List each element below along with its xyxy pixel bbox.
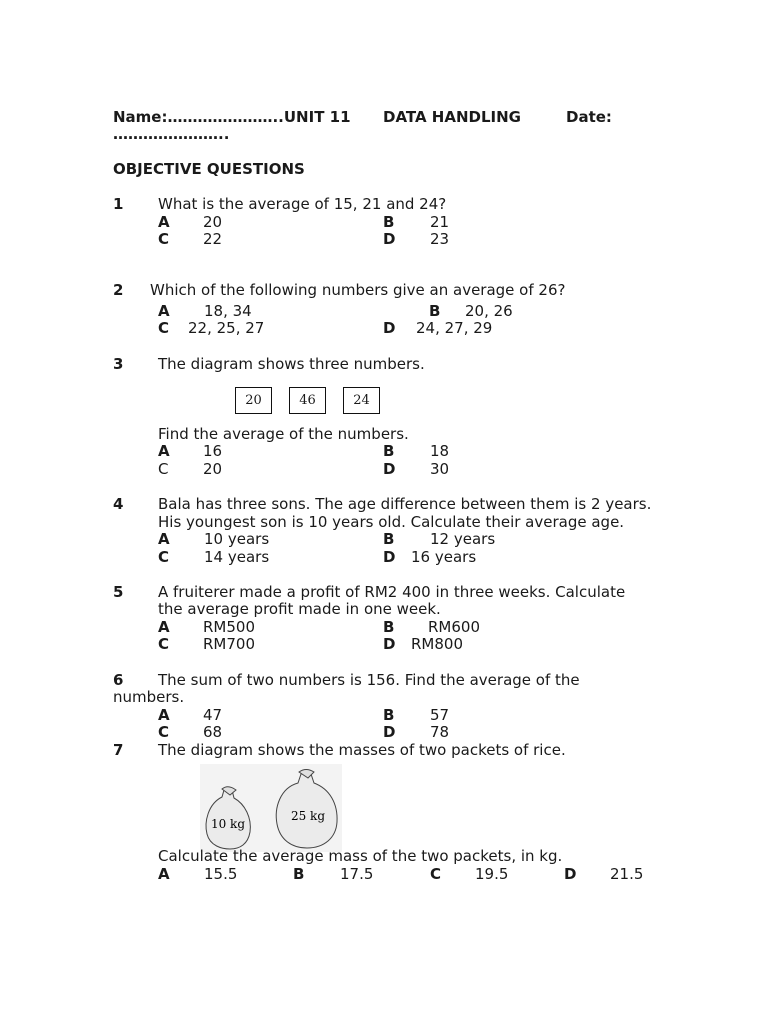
q1-option-b: 21	[430, 213, 450, 231]
q4-option-b: 12 years	[430, 530, 496, 548]
q6-letter-d: D	[383, 723, 396, 741]
q4-letter-b: B	[383, 530, 395, 548]
q2-option-c: 22, 25, 27	[188, 319, 265, 337]
q1-letter-c: C	[158, 230, 170, 248]
q2-option-a: 18, 34	[204, 302, 252, 320]
q3-text: The diagram shows three numbers.	[158, 355, 425, 373]
q2-option-b: 20, 26	[465, 302, 513, 320]
q6-option-a: 47	[203, 706, 223, 724]
q1-option-d: 23	[430, 230, 450, 248]
q1-text: What is the average of 15, 21 and 24?	[158, 195, 447, 213]
q3-letter-d: D	[383, 460, 396, 478]
q6-option-d: 78	[430, 723, 450, 741]
q3-letter-b: B	[383, 442, 395, 460]
q7-letter-b: B	[293, 865, 305, 883]
bag-small-label: 10 kg	[210, 817, 246, 831]
q6-letter-c: C	[158, 723, 170, 741]
q1-letter-b: B	[383, 213, 395, 231]
q4-letter-c: C	[158, 548, 170, 566]
q6-number: 6	[113, 671, 124, 689]
q1-letter-a: A	[158, 213, 170, 231]
q7-number: 7	[113, 741, 124, 759]
q4-line1: Bala has three sons. The age difference between them is 2 years.	[158, 495, 652, 513]
q5-letter-c: C	[158, 635, 170, 653]
q7-letter-d: D	[564, 865, 577, 883]
q5-line2: the average profit made in one week.	[158, 600, 441, 618]
q5-option-a: RM500	[203, 618, 255, 636]
rice-packets-diagram	[200, 764, 342, 852]
q1-letter-d: D	[383, 230, 396, 248]
section-title: OBJECTIVE QUESTIONS	[113, 160, 305, 178]
q3-letter-c: C	[158, 460, 169, 478]
q6-option-c: 68	[203, 723, 223, 741]
q5-option-c: RM700	[203, 635, 255, 653]
subject-title: DATA HANDLING	[383, 108, 521, 126]
name-unit-label: Name:…………………..UNIT 11	[113, 108, 351, 126]
q4-number: 4	[113, 495, 124, 513]
date-dots: …………………..	[113, 125, 230, 143]
q4-option-d: 16 years	[411, 548, 477, 566]
q1-number: 1	[113, 195, 124, 213]
q4-option-a: 10 years	[204, 530, 270, 548]
q7-option-b: 17.5	[340, 865, 374, 883]
q7-option-a: 15.5	[204, 865, 238, 883]
q7-letter-a: A	[158, 865, 170, 883]
q3-option-a: 16	[203, 442, 223, 460]
q4-line2: His youngest son is 10 years old. Calculate their average age.	[158, 513, 625, 531]
q6-line2: numbers.	[113, 688, 185, 706]
q3-number: 3	[113, 355, 124, 373]
q1-option-a: 20	[203, 213, 223, 231]
date-label: Date:	[566, 108, 612, 126]
bag-large-label: 25 kg	[290, 809, 326, 823]
number-box-3: 24	[343, 387, 380, 414]
q4-letter-a: A	[158, 530, 170, 548]
q7-text2: Calculate the average mass of the two packets, in kg.	[158, 847, 563, 865]
q7-letter-c: C	[430, 865, 442, 883]
q7-text: The diagram shows the masses of two packets of rice.	[158, 741, 566, 759]
q6-letter-b: B	[383, 706, 395, 724]
q5-option-d: RM800	[411, 635, 463, 653]
q7-option-c: 19.5	[475, 865, 509, 883]
q2-option-d: 24, 27, 29	[416, 319, 493, 337]
q6-option-b: 57	[430, 706, 450, 724]
number-box-1: 20	[235, 387, 272, 414]
q2-letter-a: A	[158, 302, 170, 320]
q3-letter-a: A	[158, 442, 170, 460]
q5-letter-b: B	[383, 618, 395, 636]
q5-letter-a: A	[158, 618, 170, 636]
q5-option-b: RM600	[428, 618, 480, 636]
q2-text: Which of the following numbers give an average of 26?	[150, 281, 566, 299]
q5-line1: A fruiterer made a profit of RM2 400 in three weeks. Calculate	[158, 583, 626, 601]
number-box-2: 46	[289, 387, 326, 414]
q2-letter-b: B	[429, 302, 441, 320]
q6-line1: The sum of two numbers is 156. Find the average of the	[158, 671, 580, 689]
q5-letter-d: D	[383, 635, 396, 653]
q3-option-c: 20	[203, 460, 223, 478]
q3-option-d: 30	[430, 460, 450, 478]
q1-option-c: 22	[203, 230, 223, 248]
q4-option-c: 14 years	[204, 548, 270, 566]
q2-letter-c: C	[158, 319, 170, 337]
q3-option-b: 18	[430, 442, 450, 460]
q2-letter-d: D	[383, 319, 396, 337]
q6-letter-a: A	[158, 706, 170, 724]
q4-letter-d: D	[383, 548, 396, 566]
q7-option-d: 21.5	[610, 865, 644, 883]
q2-number: 2	[113, 281, 124, 299]
q5-number: 5	[113, 583, 124, 601]
q3-text2: Find the average of the numbers.	[158, 425, 409, 443]
